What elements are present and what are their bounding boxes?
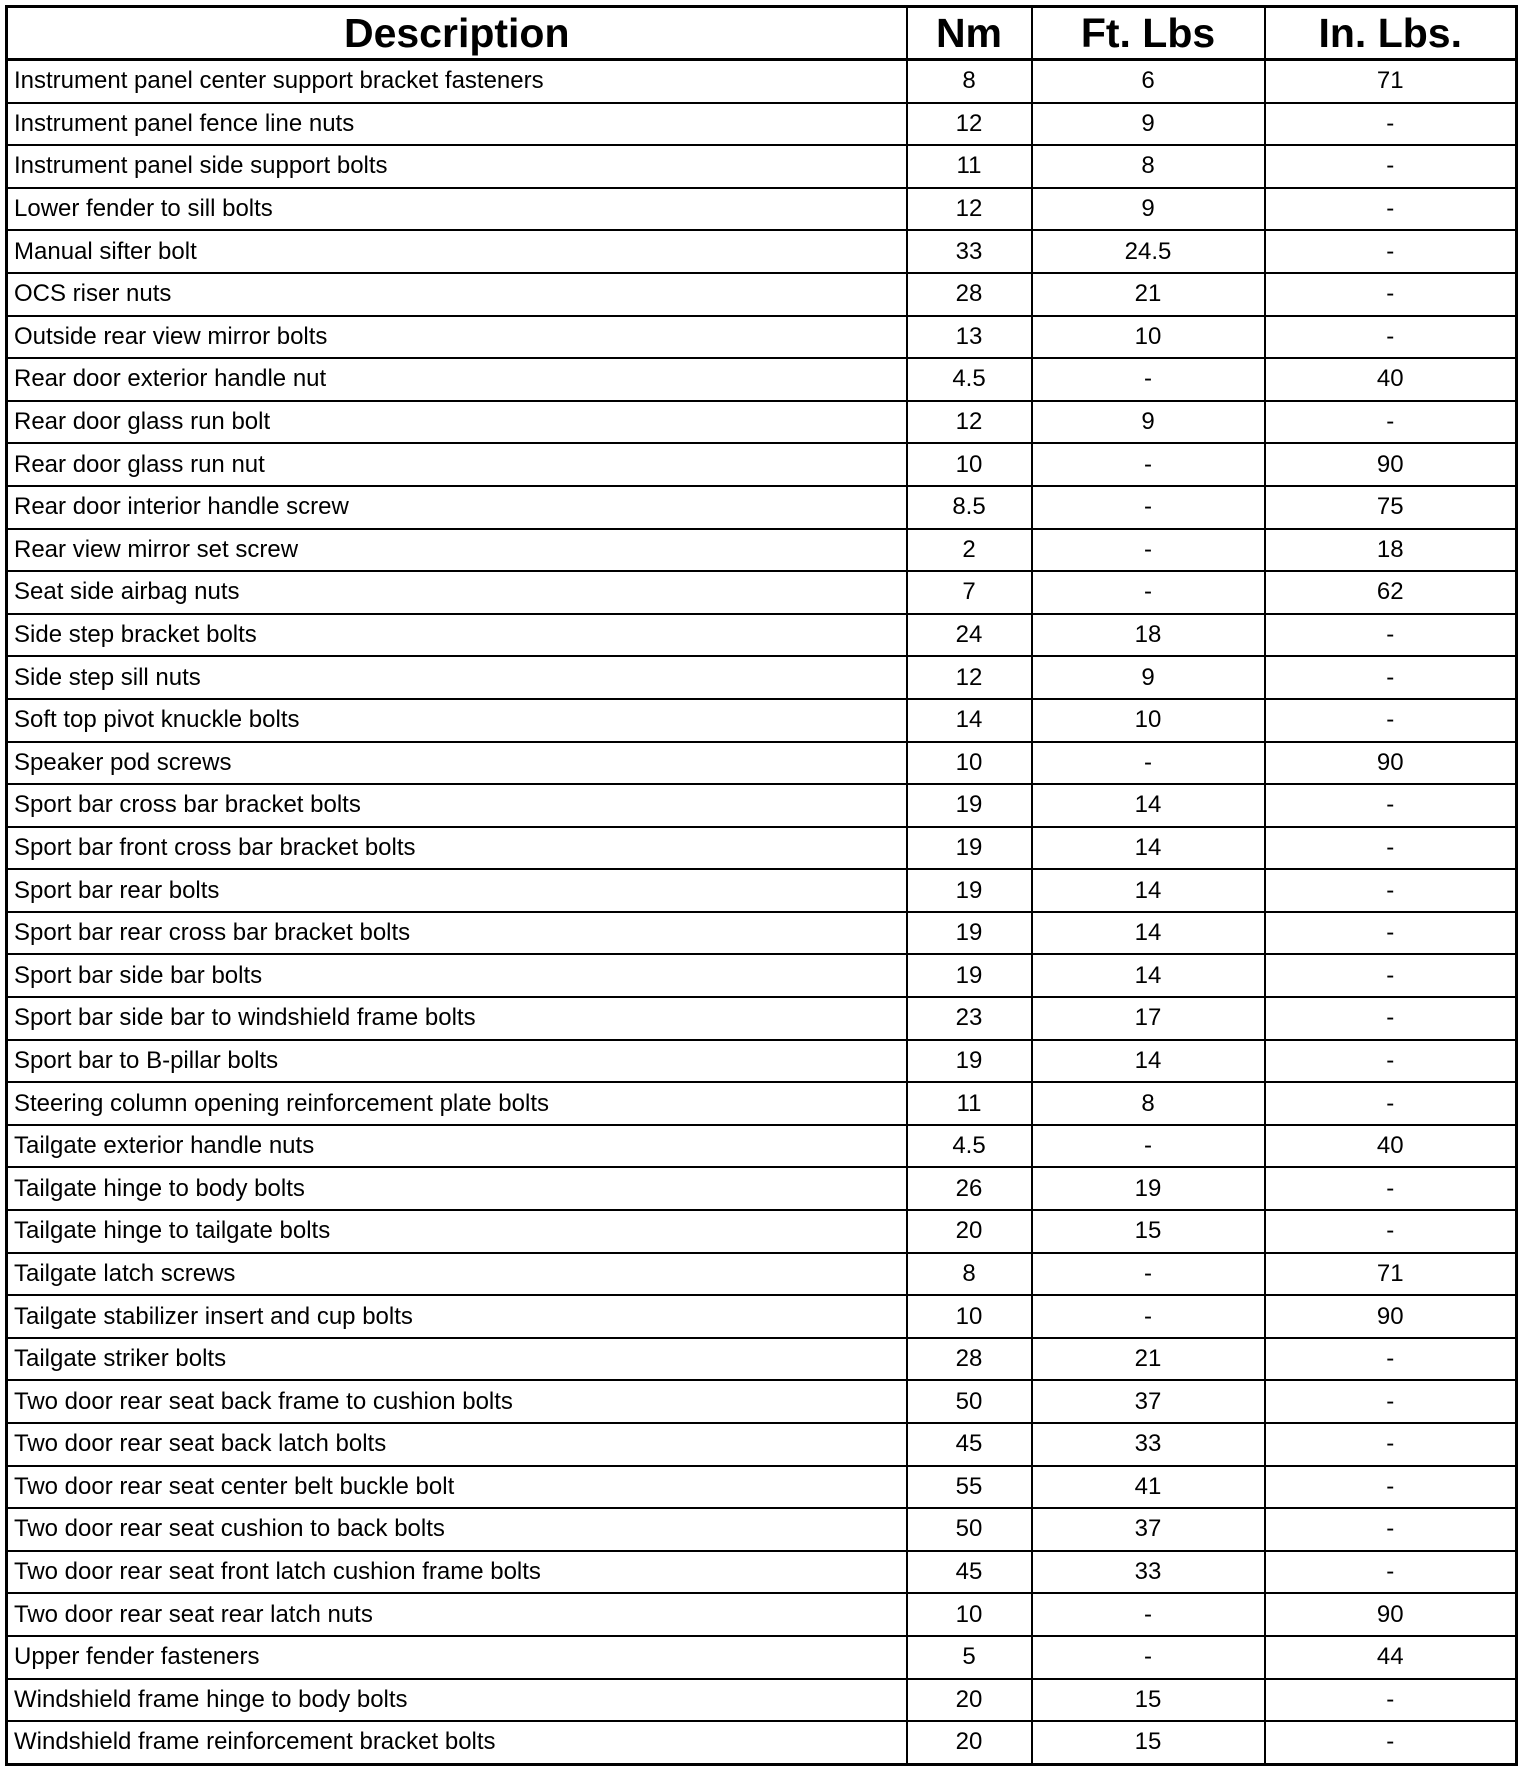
cell-in-lbs: - bbox=[1265, 1508, 1517, 1551]
cell-description: Sport bar rear cross bar bracket bolts bbox=[7, 912, 907, 955]
cell-description: OCS riser nuts bbox=[7, 273, 907, 316]
table-row bbox=[7, 571, 1517, 614]
table-row bbox=[7, 1423, 1517, 1466]
cell-ft-lbs: 15 bbox=[1032, 1721, 1265, 1764]
table-row bbox=[7, 145, 1517, 188]
table-row bbox=[7, 486, 1517, 529]
cell-ft-lbs: 9 bbox=[1032, 188, 1265, 231]
header-row bbox=[7, 7, 1517, 60]
cell-nm: 10 bbox=[907, 742, 1032, 785]
cell-nm: 20 bbox=[907, 1679, 1032, 1722]
table-row bbox=[7, 443, 1517, 486]
cell-ft-lbs: 15 bbox=[1032, 1679, 1265, 1722]
cell-description: Side step sill nuts bbox=[7, 656, 907, 699]
cell-description: Tailgate exterior handle nuts bbox=[7, 1125, 907, 1168]
header-nm: Nm bbox=[907, 7, 1032, 60]
cell-nm: 45 bbox=[907, 1423, 1032, 1466]
cell-in-lbs: - bbox=[1265, 997, 1517, 1040]
table-row bbox=[7, 1380, 1517, 1423]
cell-in-lbs: 71 bbox=[1265, 60, 1517, 103]
cell-ft-lbs: - bbox=[1032, 358, 1265, 401]
table-row bbox=[7, 699, 1517, 742]
cell-description: Tailgate hinge to tailgate bolts bbox=[7, 1210, 907, 1253]
cell-ft-lbs: 21 bbox=[1032, 1338, 1265, 1381]
cell-nm: 19 bbox=[907, 954, 1032, 997]
cell-description: Two door rear seat rear latch nuts bbox=[7, 1593, 907, 1636]
cell-in-lbs: 75 bbox=[1265, 486, 1517, 529]
cell-nm: 19 bbox=[907, 1040, 1032, 1083]
cell-description: Upper fender fasteners bbox=[7, 1636, 907, 1679]
cell-description: Sport bar cross bar bracket bolts bbox=[7, 784, 907, 827]
cell-ft-lbs: 15 bbox=[1032, 1210, 1265, 1253]
cell-nm: 10 bbox=[907, 1295, 1032, 1338]
cell-nm: 28 bbox=[907, 1338, 1032, 1381]
cell-nm: 8.5 bbox=[907, 486, 1032, 529]
cell-nm: 12 bbox=[907, 103, 1032, 146]
table-row bbox=[7, 912, 1517, 955]
cell-nm: 24 bbox=[907, 614, 1032, 657]
cell-description: Speaker pod screws bbox=[7, 742, 907, 785]
table-row bbox=[7, 869, 1517, 912]
cell-ft-lbs: 33 bbox=[1032, 1423, 1265, 1466]
cell-nm: 26 bbox=[907, 1167, 1032, 1210]
cell-nm: 4.5 bbox=[907, 1125, 1032, 1168]
cell-in-lbs: 44 bbox=[1265, 1636, 1517, 1679]
cell-in-lbs: - bbox=[1265, 1082, 1517, 1125]
table-row bbox=[7, 60, 1517, 103]
cell-ft-lbs: 9 bbox=[1032, 401, 1265, 444]
cell-in-lbs: - bbox=[1265, 273, 1517, 316]
table-header bbox=[7, 7, 1517, 60]
cell-description: Rear door glass run nut bbox=[7, 443, 907, 486]
cell-description: Steering column opening reinforcement plate bolts bbox=[7, 1082, 907, 1125]
cell-ft-lbs: 14 bbox=[1032, 827, 1265, 870]
table-row bbox=[7, 273, 1517, 316]
cell-ft-lbs: 37 bbox=[1032, 1508, 1265, 1551]
cell-description: Two door rear seat back latch bolts bbox=[7, 1423, 907, 1466]
cell-ft-lbs: - bbox=[1032, 1125, 1265, 1168]
cell-nm: 50 bbox=[907, 1508, 1032, 1551]
cell-in-lbs: - bbox=[1265, 1210, 1517, 1253]
cell-in-lbs: - bbox=[1265, 188, 1517, 231]
cell-in-lbs: 90 bbox=[1265, 742, 1517, 785]
cell-nm: 28 bbox=[907, 273, 1032, 316]
cell-ft-lbs: - bbox=[1032, 1295, 1265, 1338]
cell-nm: 4.5 bbox=[907, 358, 1032, 401]
cell-description: Windshield frame hinge to body bolts bbox=[7, 1679, 907, 1722]
cell-nm: 11 bbox=[907, 145, 1032, 188]
cell-nm: 2 bbox=[907, 529, 1032, 572]
cell-in-lbs: - bbox=[1265, 316, 1517, 359]
table-row bbox=[7, 656, 1517, 699]
cell-description: Rear view mirror set screw bbox=[7, 529, 907, 572]
cell-nm: 10 bbox=[907, 443, 1032, 486]
cell-nm: 23 bbox=[907, 997, 1032, 1040]
cell-ft-lbs: 33 bbox=[1032, 1551, 1265, 1594]
cell-nm: 14 bbox=[907, 699, 1032, 742]
cell-ft-lbs: - bbox=[1032, 571, 1265, 614]
table-row bbox=[7, 1125, 1517, 1168]
cell-in-lbs: - bbox=[1265, 1380, 1517, 1423]
cell-description: Sport bar rear bolts bbox=[7, 869, 907, 912]
cell-in-lbs: - bbox=[1265, 401, 1517, 444]
cell-ft-lbs: - bbox=[1032, 742, 1265, 785]
cell-nm: 7 bbox=[907, 571, 1032, 614]
table-row bbox=[7, 614, 1517, 657]
cell-nm: 12 bbox=[907, 188, 1032, 231]
table-row bbox=[7, 1636, 1517, 1679]
cell-in-lbs: - bbox=[1265, 699, 1517, 742]
cell-ft-lbs: 19 bbox=[1032, 1167, 1265, 1210]
table-row bbox=[7, 529, 1517, 572]
table-row bbox=[7, 1466, 1517, 1509]
cell-in-lbs: - bbox=[1265, 784, 1517, 827]
torque-specifications-table bbox=[5, 5, 1518, 1766]
cell-ft-lbs: 9 bbox=[1032, 103, 1265, 146]
cell-in-lbs: 90 bbox=[1265, 1593, 1517, 1636]
cell-in-lbs: 71 bbox=[1265, 1253, 1517, 1296]
cell-in-lbs: - bbox=[1265, 1679, 1517, 1722]
cell-in-lbs: 40 bbox=[1265, 358, 1517, 401]
header-in-lbs: In. Lbs. bbox=[1265, 7, 1517, 60]
cell-description: Tailgate hinge to body bolts bbox=[7, 1167, 907, 1210]
cell-in-lbs: - bbox=[1265, 656, 1517, 699]
cell-ft-lbs: 14 bbox=[1032, 954, 1265, 997]
cell-in-lbs: - bbox=[1265, 145, 1517, 188]
cell-in-lbs: - bbox=[1265, 869, 1517, 912]
cell-description: Manual sifter bolt bbox=[7, 230, 907, 273]
table-row bbox=[7, 1040, 1517, 1083]
table-row bbox=[7, 1721, 1517, 1764]
table-row bbox=[7, 103, 1517, 146]
table-row bbox=[7, 784, 1517, 827]
cell-description: Tailgate stabilizer insert and cup bolts bbox=[7, 1295, 907, 1338]
table-row bbox=[7, 1253, 1517, 1296]
cell-nm: 33 bbox=[907, 230, 1032, 273]
header-description: Description bbox=[7, 7, 907, 60]
cell-in-lbs: - bbox=[1265, 827, 1517, 870]
table-row bbox=[7, 401, 1517, 444]
cell-ft-lbs: - bbox=[1032, 1253, 1265, 1296]
cell-description: Lower fender to sill bolts bbox=[7, 188, 907, 231]
cell-ft-lbs: - bbox=[1032, 486, 1265, 529]
cell-ft-lbs: 24.5 bbox=[1032, 230, 1265, 273]
cell-nm: 10 bbox=[907, 1593, 1032, 1636]
cell-nm: 12 bbox=[907, 401, 1032, 444]
cell-nm: 20 bbox=[907, 1721, 1032, 1764]
cell-in-lbs: - bbox=[1265, 954, 1517, 997]
cell-description: Sport bar front cross bar bracket bolts bbox=[7, 827, 907, 870]
cell-nm: 20 bbox=[907, 1210, 1032, 1253]
cell-description: Sport bar side bar bolts bbox=[7, 954, 907, 997]
cell-nm: 55 bbox=[907, 1466, 1032, 1509]
cell-ft-lbs: 6 bbox=[1032, 60, 1265, 103]
cell-description: Instrument panel fence line nuts bbox=[7, 103, 907, 146]
table-row bbox=[7, 1295, 1517, 1338]
cell-ft-lbs: 17 bbox=[1032, 997, 1265, 1040]
header-ft-lbs: Ft. Lbs bbox=[1032, 7, 1265, 60]
cell-description: Soft top pivot knuckle bolts bbox=[7, 699, 907, 742]
cell-description: Side step bracket bolts bbox=[7, 614, 907, 657]
cell-description: Rear door glass run bolt bbox=[7, 401, 907, 444]
cell-in-lbs: - bbox=[1265, 103, 1517, 146]
cell-ft-lbs: 18 bbox=[1032, 614, 1265, 657]
cell-nm: 13 bbox=[907, 316, 1032, 359]
cell-in-lbs: - bbox=[1265, 1551, 1517, 1594]
cell-in-lbs: 18 bbox=[1265, 529, 1517, 572]
table-row bbox=[7, 827, 1517, 870]
cell-ft-lbs: 14 bbox=[1032, 912, 1265, 955]
cell-in-lbs: 62 bbox=[1265, 571, 1517, 614]
table-row bbox=[7, 1508, 1517, 1551]
cell-description: Windshield frame reinforcement bracket bolts bbox=[7, 1721, 907, 1764]
table-row bbox=[7, 230, 1517, 273]
cell-in-lbs: - bbox=[1265, 230, 1517, 273]
cell-ft-lbs: - bbox=[1032, 529, 1265, 572]
cell-ft-lbs: 9 bbox=[1032, 656, 1265, 699]
cell-description: Two door rear seat back frame to cushion bolts bbox=[7, 1380, 907, 1423]
table-row bbox=[7, 1679, 1517, 1722]
cell-nm: 45 bbox=[907, 1551, 1032, 1594]
table-row bbox=[7, 954, 1517, 997]
cell-description: Instrument panel center support bracket fasteners bbox=[7, 60, 907, 103]
cell-description: Sport bar side bar to windshield frame bolts bbox=[7, 997, 907, 1040]
table-row bbox=[7, 997, 1517, 1040]
table-row bbox=[7, 358, 1517, 401]
cell-ft-lbs: 14 bbox=[1032, 869, 1265, 912]
cell-in-lbs: - bbox=[1265, 1466, 1517, 1509]
cell-in-lbs: - bbox=[1265, 1423, 1517, 1466]
cell-description: Two door rear seat cushion to back bolts bbox=[7, 1508, 907, 1551]
table-row bbox=[7, 316, 1517, 359]
table-row bbox=[7, 1167, 1517, 1210]
cell-ft-lbs: - bbox=[1032, 443, 1265, 486]
cell-description: Sport bar to B-pillar bolts bbox=[7, 1040, 907, 1083]
cell-ft-lbs: 41 bbox=[1032, 1466, 1265, 1509]
table-row bbox=[7, 1551, 1517, 1594]
cell-in-lbs: 90 bbox=[1265, 443, 1517, 486]
cell-description: Tailgate latch screws bbox=[7, 1253, 907, 1296]
table-row bbox=[7, 1210, 1517, 1253]
cell-ft-lbs: - bbox=[1032, 1636, 1265, 1679]
cell-in-lbs: - bbox=[1265, 1721, 1517, 1764]
cell-nm: 8 bbox=[907, 1253, 1032, 1296]
cell-in-lbs: - bbox=[1265, 1167, 1517, 1210]
cell-in-lbs: - bbox=[1265, 1040, 1517, 1083]
cell-nm: 19 bbox=[907, 784, 1032, 827]
table-row bbox=[7, 742, 1517, 785]
cell-ft-lbs: 10 bbox=[1032, 699, 1265, 742]
cell-ft-lbs: 10 bbox=[1032, 316, 1265, 359]
cell-description: Rear door exterior handle nut bbox=[7, 358, 907, 401]
table-row bbox=[7, 1082, 1517, 1125]
cell-in-lbs: 40 bbox=[1265, 1125, 1517, 1168]
cell-description: Tailgate striker bolts bbox=[7, 1338, 907, 1381]
cell-description: Rear door interior handle screw bbox=[7, 486, 907, 529]
cell-in-lbs: - bbox=[1265, 614, 1517, 657]
cell-in-lbs: 90 bbox=[1265, 1295, 1517, 1338]
cell-ft-lbs: 37 bbox=[1032, 1380, 1265, 1423]
cell-nm: 50 bbox=[907, 1380, 1032, 1423]
cell-nm: 19 bbox=[907, 912, 1032, 955]
cell-description: Outside rear view mirror bolts bbox=[7, 316, 907, 359]
cell-nm: 11 bbox=[907, 1082, 1032, 1125]
table-row bbox=[7, 1338, 1517, 1381]
cell-in-lbs: - bbox=[1265, 1338, 1517, 1381]
cell-description: Instrument panel side support bolts bbox=[7, 145, 907, 188]
cell-ft-lbs: - bbox=[1032, 1593, 1265, 1636]
cell-ft-lbs: 8 bbox=[1032, 1082, 1265, 1125]
cell-nm: 8 bbox=[907, 60, 1032, 103]
cell-description: Seat side airbag nuts bbox=[7, 571, 907, 614]
cell-nm: 12 bbox=[907, 656, 1032, 699]
cell-nm: 5 bbox=[907, 1636, 1032, 1679]
cell-ft-lbs: 14 bbox=[1032, 784, 1265, 827]
cell-in-lbs: - bbox=[1265, 912, 1517, 955]
table-row bbox=[7, 188, 1517, 231]
cell-nm: 19 bbox=[907, 869, 1032, 912]
cell-description: Two door rear seat front latch cushion frame bolts bbox=[7, 1551, 907, 1594]
cell-description: Two door rear seat center belt buckle bolt bbox=[7, 1466, 907, 1509]
cell-ft-lbs: 14 bbox=[1032, 1040, 1265, 1083]
table-row bbox=[7, 1593, 1517, 1636]
cell-ft-lbs: 8 bbox=[1032, 145, 1265, 188]
cell-nm: 19 bbox=[907, 827, 1032, 870]
cell-ft-lbs: 21 bbox=[1032, 273, 1265, 316]
table-body bbox=[7, 60, 1517, 1765]
